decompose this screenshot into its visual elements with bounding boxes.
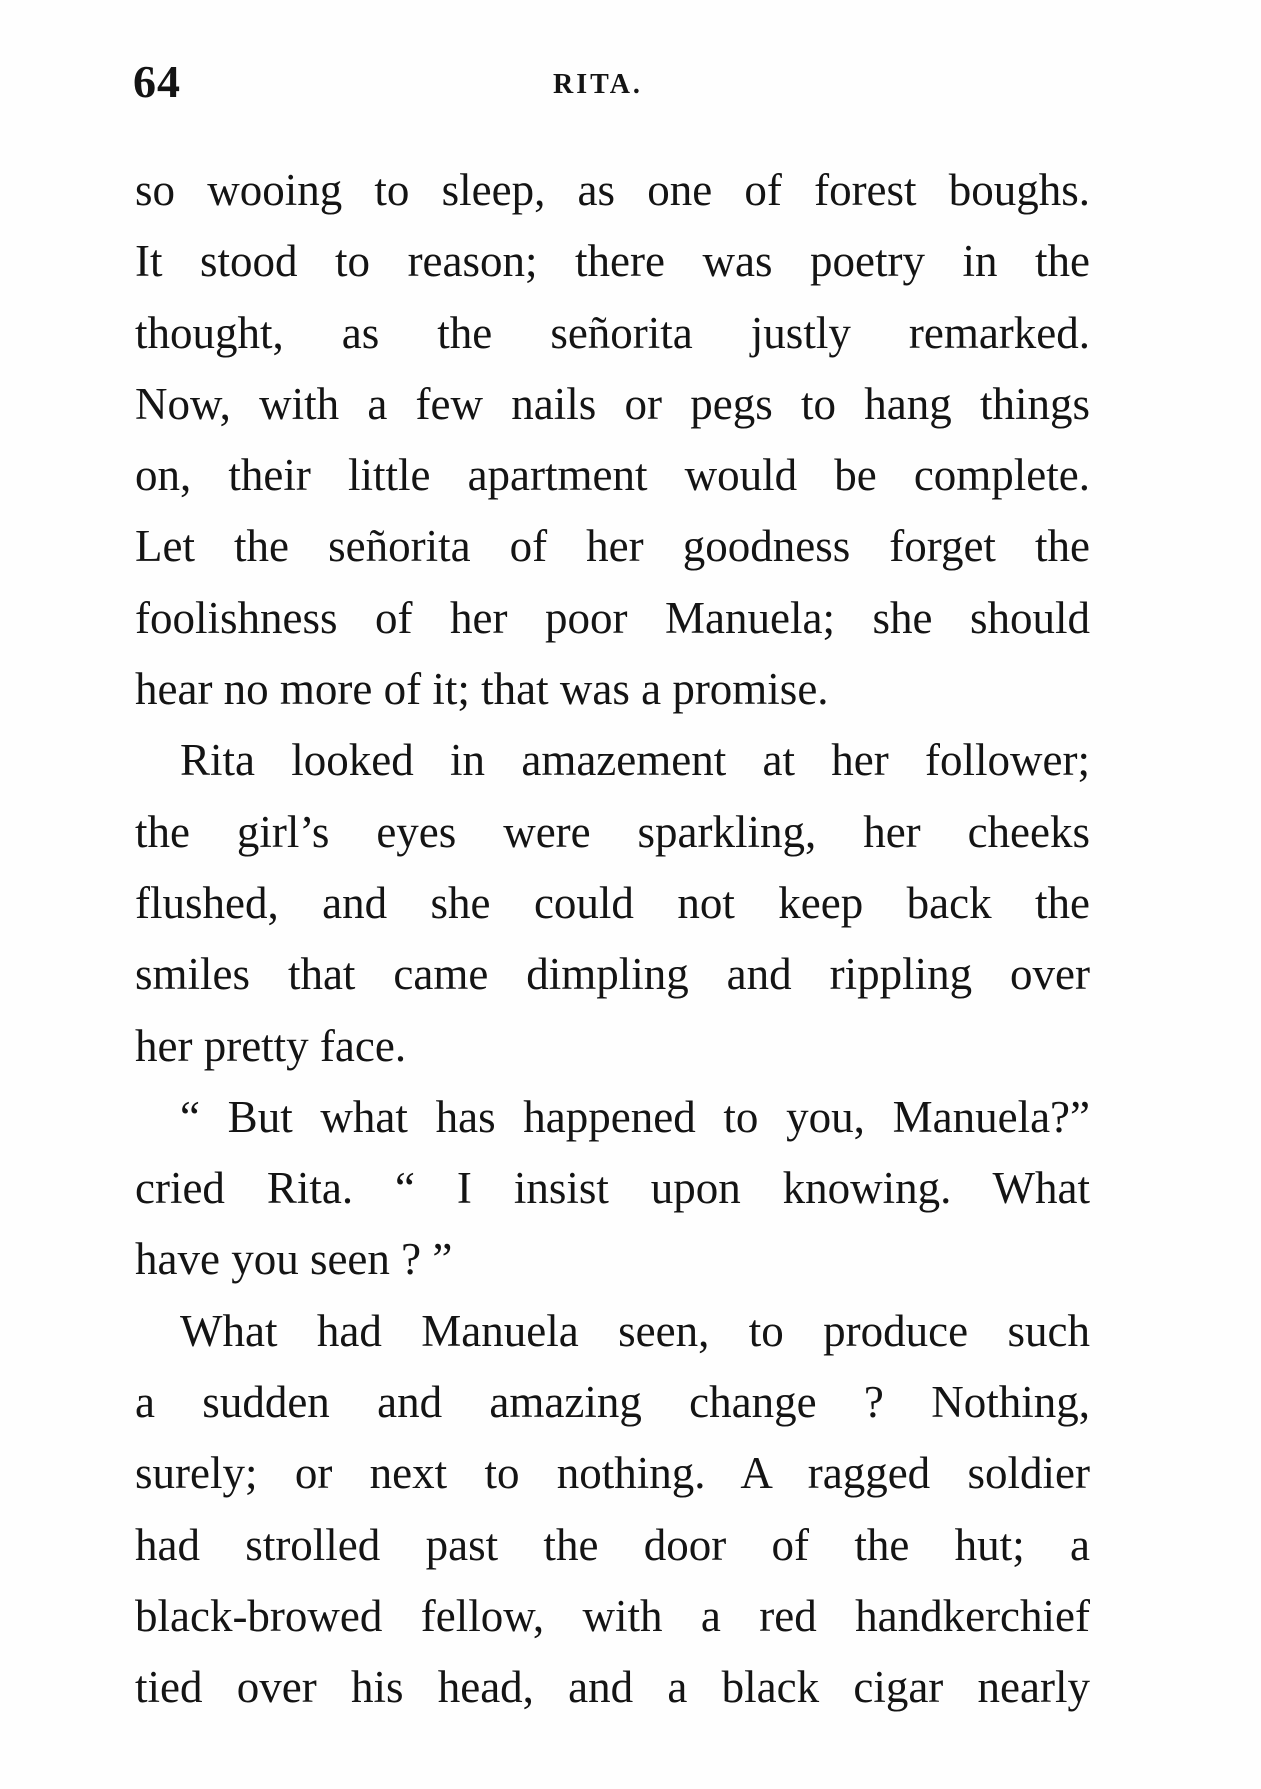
text-line: Now, with a few nails or pegs to hang things <box>135 378 1090 429</box>
text-line: the girl’s eyes were sparkling, her cheeks <box>135 806 1090 857</box>
text-line: “ But what has happened to you, Manuela?” <box>180 1091 1090 1142</box>
text-line: so wooing to sleep, as one of forest boughs. <box>135 165 1090 215</box>
text-line: What had Manuela seen, to produce such <box>180 1305 1090 1356</box>
body-text <box>135 155 1090 1724</box>
text-line: flushed, and she could not keep back the <box>135 877 1090 928</box>
page-number: 64 <box>133 56 181 107</box>
text-line: a sudden and amazing change ? Nothing, <box>135 1377 1090 1428</box>
text-line: Let the señorita of her goodness forget the <box>135 521 1090 572</box>
text-line: black-browed fellow, with a red handkerchief <box>135 1590 1090 1641</box>
running-head: RITA. <box>553 69 643 100</box>
text-line: tied over his head, and a black cigar nearly <box>135 1662 1090 1713</box>
text-line: smiles that came dimpling and rippling over <box>135 949 1090 1000</box>
text-line: have you seen ? ” <box>135 1234 453 1285</box>
text-line: on, their little apartment would be complete. <box>135 450 1090 501</box>
text-line: thought, as the señorita justly remarked. <box>135 307 1090 358</box>
text-line: had strolled past the door of the hut; a <box>135 1519 1090 1570</box>
text-line: her pretty face. <box>135 1020 407 1071</box>
page-header <box>133 55 1093 115</box>
text-line: It stood to reason; there was poetry in the <box>135 236 1090 287</box>
text-line: cried Rita. “ I insist upon knowing. What <box>135 1163 1090 1214</box>
text-line: hear no more of it; that was a promise. <box>135 664 829 715</box>
text-line: Rita looked in amazement at her follower; <box>180 735 1090 786</box>
text-line: foolishness of her poor Manuela; she should <box>135 592 1090 643</box>
text-line: surely; or next to nothing. A ragged soldier <box>135 1448 1090 1499</box>
